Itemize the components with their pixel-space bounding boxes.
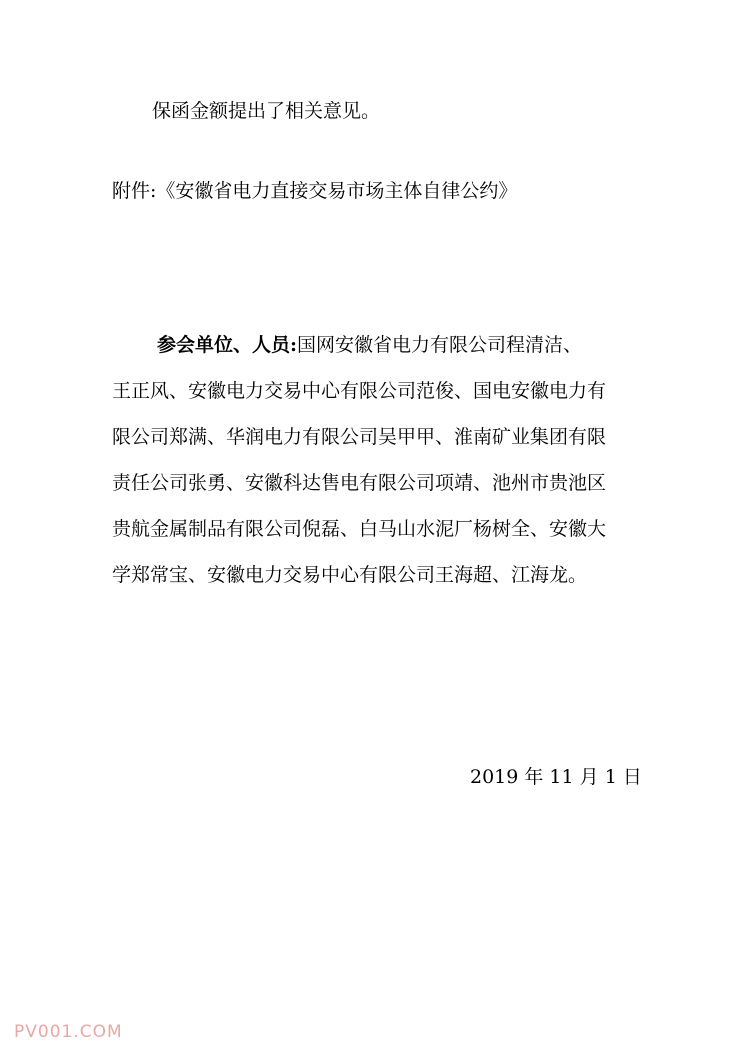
attendees-line: 责任公司张勇、安徽科达售电有限公司项靖、池州市贵池区: [112, 472, 607, 494]
attendees-line: 限公司郑满、华润电力有限公司吴甲甲、淮南矿业集团有限: [112, 426, 607, 448]
attachment-line: 附件:《安徽省电力直接交易市场主体自律公约》: [112, 180, 518, 202]
document-date: 2019 年 11 月 1 日: [470, 766, 642, 788]
continuation-line: 保函金额提出了相关意见。: [152, 100, 381, 122]
attendees-first-line: [112, 332, 642, 378]
attendees-line: 国网安徽省电力有限公司程清洁、: [297, 334, 583, 356]
watermark: PV001.COM: [14, 1022, 123, 1042]
attendees-label: 参会单位、人员:: [157, 334, 298, 356]
attendees-line: 贵航金属制品有限公司倪磊、白马山水泥厂杨树全、安徽大: [112, 518, 607, 540]
attendees-paragraph: [112, 332, 642, 608]
attendees-line: 王正风、安徽电力交易中心有限公司范俊、国电安徽电力有: [112, 380, 607, 402]
attendees-line: 学郑常宝、安徽电力交易中心有限公司王海超、江海龙。: [112, 564, 588, 586]
